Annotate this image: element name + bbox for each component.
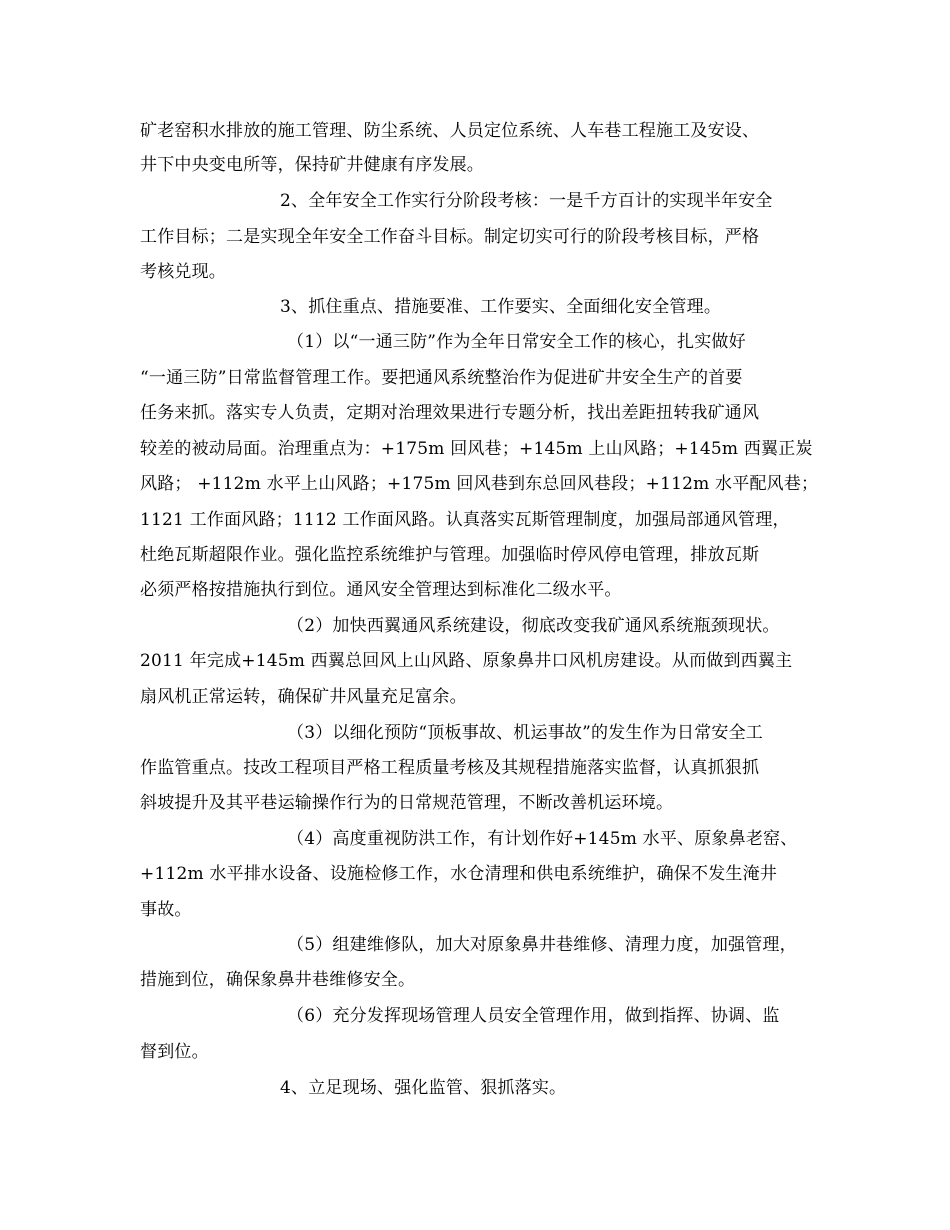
paragraph-line: （2）加快西翼通风系统建设，彻底改变我矿通风系统瓶颈现状。 (287, 616, 780, 636)
paragraph-line: 作监管重点。技改工程项目严格工程质量考核及其规程措施落实监督，认真抓狠抓 (140, 758, 760, 778)
paragraph-line: +112m 水平排水设备、设施检修工作，水仓清理和供电系统维护，确保不发生淹井 (140, 864, 778, 884)
paragraph-line: 必须严格按措施执行到位。通风安全管理达到标准化二级水平。 (140, 580, 622, 600)
paragraph-line: （5）组建维修队，加大对原象鼻井巷维修、清理力度，加强管理， (287, 935, 797, 955)
paragraph-line: 4、立足现场、强化监管、狠抓落实。 (280, 1078, 567, 1098)
paragraph-line: 较差的被动局面。治理重点为：+175m 回风巷；+145m 上山风路；+145m 西翼正炭 (140, 439, 813, 459)
paragraph-line: 措施到位，确保象鼻井巷维修安全。 (140, 970, 416, 990)
paragraph-line: 任务来抓。落实专人负责，定期对治理效果进行专题分析，找出差距扭转我矿通风 (140, 403, 760, 423)
paragraph-line: 矿老窑积水排放的施工管理、防尘系统、人员定位系统、人车巷工程施工及安设、 (140, 121, 760, 141)
paragraph-line: 考核兑现。 (140, 262, 226, 282)
paragraph-line: 1121 工作面风路；1112 工作面风路。认真落实瓦斯管理制度，加强局部通风管理， (140, 510, 790, 530)
paragraph-line: 井下中央变电所等，保持矿井健康有序发展。 (140, 155, 484, 175)
paragraph-line: 事故。 (140, 900, 192, 920)
paragraph-line: “一通三防”日常监督管理工作。要把通风系统整治作为促进矿井安全生产的首要 (140, 368, 743, 388)
paragraph-line: 2011 年完成+145m 西翼总回风上山风路、原象鼻井口风机房建设。从而做到西翼主 (140, 651, 793, 671)
paragraph-line: 2、全年安全工作实行分阶段考核：一是千方百计的实现半年安全 (280, 191, 773, 211)
paragraph-line: （4）高度重视防洪工作，有计划作好+145m 水平、原象鼻老窑、 (287, 829, 798, 849)
paragraph-line: 斜坡提升及其平巷运输操作行为的日常规范管理，不断改善机运环境。 (140, 793, 674, 813)
paragraph-line: （6）充分发挥现场管理人员安全管理作用，做到指挥、协调、监 (287, 1006, 780, 1026)
paragraph-line: 工作目标；二是实现全年安全工作奋斗目标。制定切实可行的阶段考核目标，严格 (140, 227, 760, 247)
paragraph-line: 3、抓住重点、措施要准、工作要实、全面细化安全管理。 (280, 297, 722, 317)
paragraph-line: 督到位。 (140, 1042, 209, 1062)
paragraph-line: 风路； +112m 水平上山风路；+175m 回风巷到东总回风巷段；+112m 水平配风巷； (140, 474, 819, 494)
paragraph-line: 杜绝瓦斯超限作业。强化监控系统维护与管理。加强临时停风停电管理，排放瓦斯 (140, 545, 760, 565)
paragraph-line: （1）以“一通三防”作为全年日常安全工作的核心，扎实做好 (287, 332, 746, 352)
paragraph-line: 扇风机正常运转，确保矿井风量充足富余。 (140, 687, 467, 707)
paragraph-line: （3）以细化预防“顶板事故、机运事故”的发生作为日常安全工 (287, 723, 763, 743)
